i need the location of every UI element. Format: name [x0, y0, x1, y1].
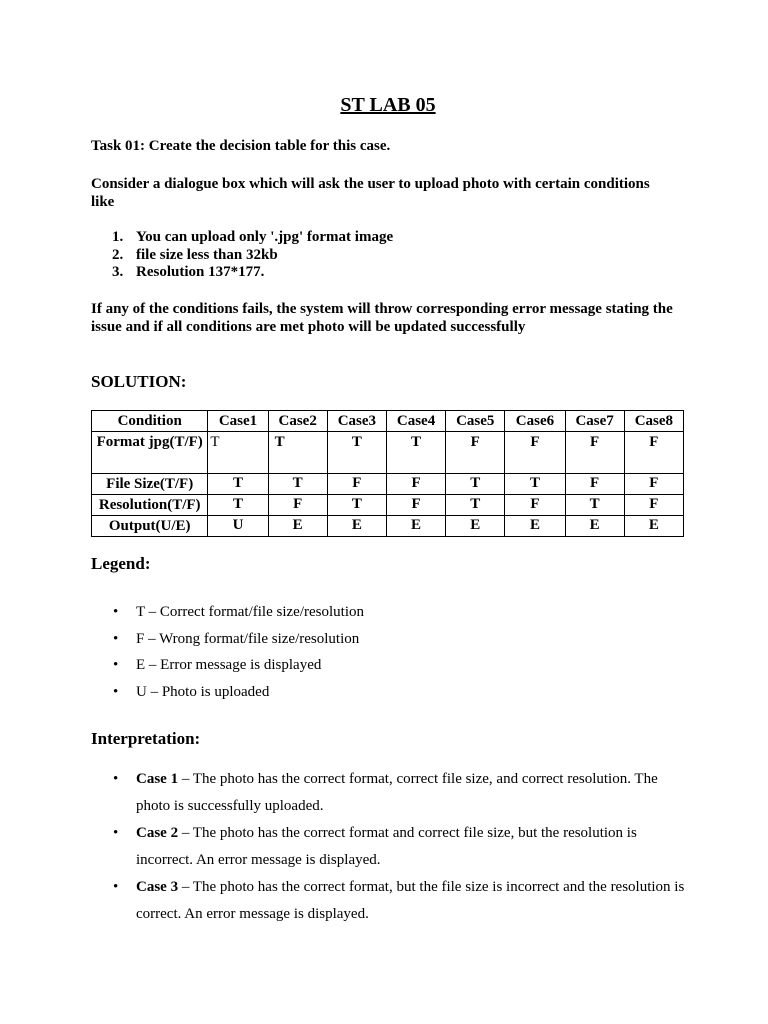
table-cell: T	[446, 474, 505, 495]
legend-text: U – Photo is uploaded	[136, 683, 270, 700]
table-cell: T	[208, 474, 268, 495]
table-cell: F	[268, 495, 327, 516]
row-label: Resolution(T/F)	[92, 495, 208, 516]
table-cell: F	[565, 474, 624, 495]
list-number: 2.	[112, 246, 124, 263]
condition-item	[91, 264, 393, 282]
bullet-icon: •	[113, 657, 119, 673]
table-cell: T	[327, 495, 386, 516]
interpretation-item	[91, 874, 685, 928]
table-cell: F	[624, 495, 683, 516]
table-cell: E	[565, 516, 624, 537]
bullet-icon: •	[113, 771, 119, 787]
legend-item	[91, 683, 685, 710]
condition-item	[91, 229, 393, 247]
page-title: ST LAB 05	[340, 94, 436, 116]
condition-text: Resolution 137*177.	[136, 264, 265, 280]
bullet-icon: •	[113, 683, 119, 700]
row-label: File Size(T/F)	[92, 474, 208, 495]
table-cell: T	[327, 432, 386, 474]
table-cell: U	[208, 516, 268, 537]
case-description: – The photo has the correct format, but the file size is incorrect and the resolution is correct. An error message is displayed.	[136, 879, 685, 922]
decision-table	[91, 410, 684, 537]
table-cell: E	[327, 516, 386, 537]
table-header-cell: Case8	[624, 411, 683, 432]
bullet-icon: •	[113, 630, 119, 647]
list-number: 1.	[112, 229, 124, 245]
table-row	[92, 516, 684, 537]
table-cell: T	[565, 495, 624, 516]
table-cell: F	[565, 432, 624, 474]
table-cell: F	[505, 495, 565, 516]
task-statement: Task 01: Create the decision table for this case.	[91, 138, 391, 154]
bullet-icon: •	[113, 825, 119, 841]
table-header-cell: Condition	[92, 411, 208, 432]
case-label: Case 1	[136, 771, 179, 787]
case-label: Case 3	[136, 879, 179, 895]
table-cell: T	[268, 474, 327, 495]
table-header-cell: Case1	[208, 411, 268, 432]
legend-text: T – Correct format/file size/resolution	[136, 604, 364, 620]
table-cell: F	[624, 432, 683, 474]
interpretation-list	[91, 766, 685, 928]
table-header-cell: Case7	[565, 411, 624, 432]
legend-item	[91, 656, 685, 683]
row-label: Format jpg(T/F)	[92, 432, 208, 474]
table-cell: F	[386, 474, 445, 495]
condition-text: You can upload only '.jpg' format image	[136, 229, 394, 245]
bullet-icon: •	[113, 604, 119, 620]
case-description: – The photo has the correct format, correct file size, and correct resolution. The photo is successfully uploaded.	[136, 771, 658, 814]
table-cell: T	[268, 432, 327, 474]
table-row	[92, 495, 684, 516]
table-cell: T	[386, 432, 445, 474]
table-cell: F	[446, 432, 505, 474]
solution-heading: SOLUTION:	[91, 372, 187, 391]
table-cell: E	[505, 516, 565, 537]
legend-item	[91, 603, 685, 630]
conditions-list	[91, 229, 393, 282]
table-cell: F	[386, 495, 445, 516]
table-cell: E	[268, 516, 327, 537]
interpretation-item	[91, 766, 685, 820]
table-header-cell: Case3	[327, 411, 386, 432]
list-number: 3.	[112, 264, 124, 280]
table-row	[92, 474, 684, 495]
table-cell: E	[446, 516, 505, 537]
row-label: Output(U/E)	[92, 516, 208, 537]
table-cell: T	[446, 495, 505, 516]
table-header-cell: Case2	[268, 411, 327, 432]
interpretation-item	[91, 820, 685, 874]
legend-item	[91, 630, 685, 657]
table-header-cell: Case4	[386, 411, 445, 432]
legend-text: E – Error message is displayed	[136, 657, 322, 673]
table-cell: F	[505, 432, 565, 474]
legend-text: F – Wrong format/file size/resolution	[136, 630, 360, 647]
table-cell: F	[624, 474, 683, 495]
table-cell: T	[208, 495, 268, 516]
table-cell: E	[386, 516, 445, 537]
case-description: – The photo has the correct format and correct file size, but the resolution is incorrect. An error message is displayed.	[136, 825, 637, 868]
table-cell: E	[624, 516, 683, 537]
condition-item	[91, 247, 393, 265]
legend-list	[91, 603, 685, 709]
failure-description: If any of the conditions fails, the system will throw corresponding error message stating the issue and if all conditions are met photo will be updated successfully	[91, 301, 673, 335]
condition-text: file size less than 32kb	[136, 246, 278, 263]
table-header-row	[92, 411, 684, 432]
table-cell: T	[505, 474, 565, 495]
table-header-cell: Case6	[505, 411, 565, 432]
problem-description: Consider a dialogue box which will ask the user to upload photo with certain conditions like	[91, 176, 650, 210]
interpretation-heading: Interpretation:	[91, 729, 201, 748]
table-cell: F	[327, 474, 386, 495]
legend-heading: Legend:	[91, 554, 151, 573]
bullet-icon: •	[113, 879, 119, 895]
table-row	[92, 432, 684, 474]
case-label: Case 2	[136, 825, 179, 841]
table-header-cell: Case5	[446, 411, 505, 432]
table-cell: T	[208, 432, 268, 474]
